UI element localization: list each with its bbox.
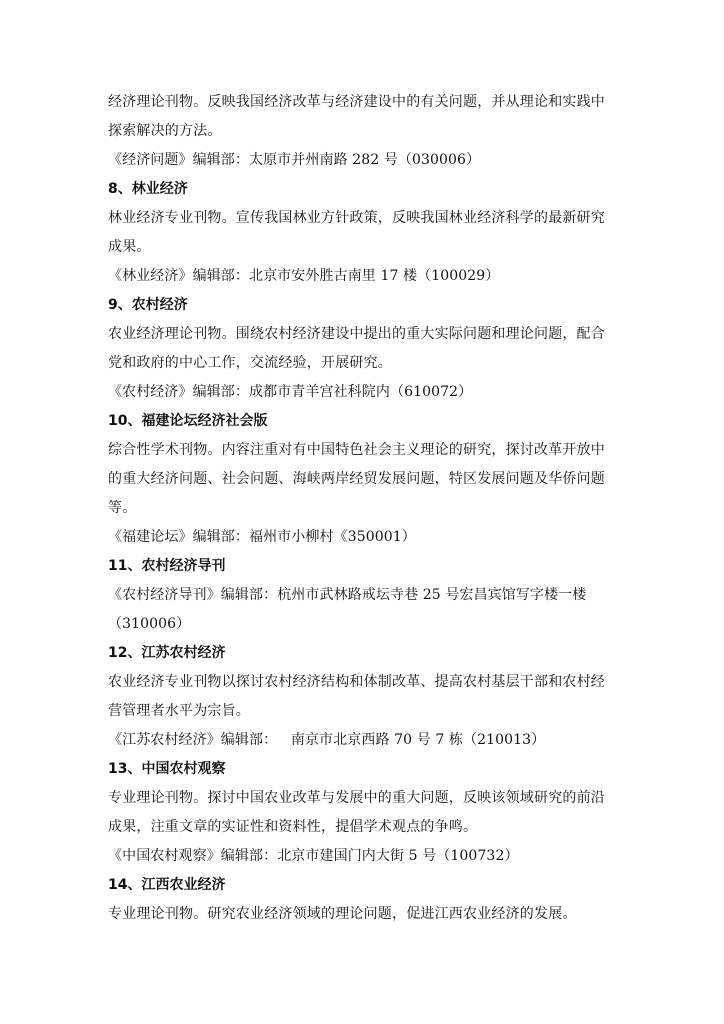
- section-9: [108, 291, 618, 407]
- section-11: [108, 552, 618, 639]
- paragraph-line: 农业经济专业刊物以探讨农村经济结构和体制改革、提高农村基层干部和农村经: [108, 674, 605, 690]
- paragraph-line: 等。: [108, 500, 137, 516]
- section-heading: 10、福建论坛经济社会版: [108, 413, 268, 429]
- paragraph-line: 党和政府的中心工作，交流经验，开展研究。: [108, 355, 392, 371]
- paragraph-line: 的重大经济问题、社会问题、海峡两岸经贸发展问题，特区发展问题及华侨问题: [108, 471, 605, 487]
- paragraph-line: 成果。: [108, 239, 151, 255]
- document-page: [108, 88, 618, 929]
- section-12: [108, 639, 618, 755]
- paragraph-line: 营管理者水平为宗旨。: [108, 703, 250, 719]
- paragraph-line: 综合性学术刊物。内容注重对有中国特色社会主义理论的研究，探讨改革开放中: [108, 442, 605, 458]
- section-8: [108, 175, 618, 291]
- paragraph-line: 经济理论刊物。反映我国经济改革与经济建设中的有关问题，并从理论和实践中: [108, 94, 605, 110]
- section-heading: 12、江苏农村经济: [108, 645, 226, 661]
- section-13: [108, 755, 618, 871]
- section-14: [108, 871, 618, 929]
- editorial-address: 《林业经济》编辑部：北京市安外胜古南里 17 楼（100029）: [108, 268, 500, 284]
- paragraph-line: 探索解决的方法。: [108, 123, 222, 139]
- editorial-address: 《经济问题》编辑部：太原市并州南路 282 号（030006）: [108, 152, 481, 168]
- section-heading: 8、林业经济: [108, 181, 188, 197]
- paragraph-line: 专业理论刊物。探讨中国农业改革与发展中的重大问题，反映该领域研究的前沿: [108, 790, 605, 806]
- editorial-address: 《农村经济》编辑部：成都市青羊宫社科院内（610072）: [108, 384, 473, 400]
- editorial-postcode: （310006）: [108, 616, 191, 632]
- section-heading: 14、江西农业经济: [108, 877, 226, 893]
- editorial-address: 《中国农村观察》编辑部：北京市建国门内大街 5 号（100732）: [108, 848, 519, 864]
- editorial-address: 《福建论坛》编辑部：福州市小柳村《350001）: [108, 529, 416, 545]
- section-heading: 9、农村经济: [108, 297, 188, 313]
- editorial-address: 《江苏农村经济》编辑部： 南京市北京西路 70 号 7 栋（210013）: [108, 732, 546, 748]
- section-heading: 11、农村经济导刊: [108, 558, 226, 574]
- paragraph-line: 农业经济理论刊物。围绕农村经济建设中提出的重大实际问题和理论问题，配合: [108, 326, 605, 342]
- paragraph-line: 专业理论刊物。研究农业经济领域的理论问题，促进江西农业经济的发展。: [108, 906, 577, 922]
- paragraph-line: 成果，注重文章的实证性和资料性，提倡学术观点的争鸣。: [108, 819, 478, 835]
- section-7-body: [108, 88, 618, 175]
- section-10: [108, 407, 618, 552]
- editorial-address: 《农村经济导刊》编辑部：杭州市武林路戒坛寺巷 25 号宏昌宾馆写字楼一楼: [108, 587, 587, 603]
- paragraph-line: 林业经济专业刊物。宣传我国林业方针政策，反映我国林业经济科学的最新研究: [108, 210, 605, 226]
- section-heading: 13、中国农村观察: [108, 761, 226, 777]
